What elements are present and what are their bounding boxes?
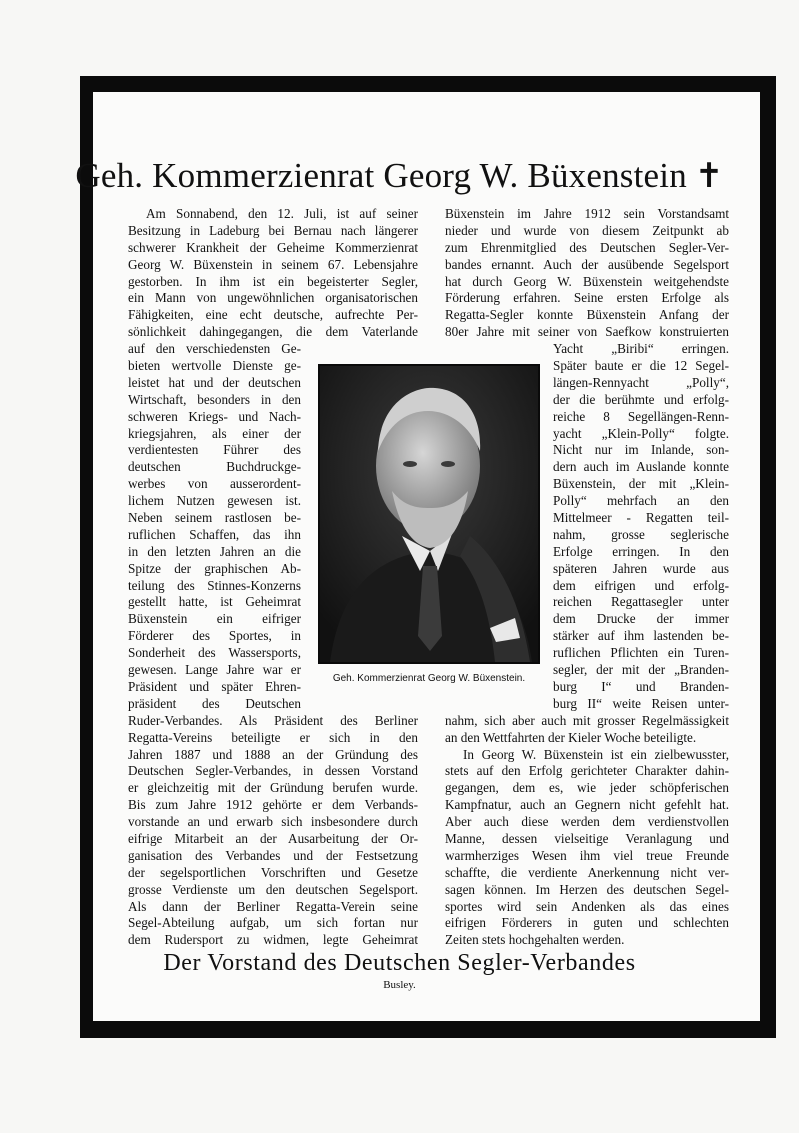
text-line: nieder und wurde von diesem Zeitpunkt ab — [445, 222, 729, 238]
text-line: Als dann der Berliner Regatta-Verein seine — [128, 898, 418, 914]
text-line: Fähigkeiten, eine echt deutsche, aufrechte Per- — [128, 307, 418, 323]
text-line: gegangen, dem es, wie jeder schöpferischen — [445, 780, 729, 796]
text-line: kriegsjahren, als einer der — [128, 425, 301, 441]
text-line: schaffte, die verdiente Anerkennung nicht ver- — [445, 864, 729, 880]
text-line: reichen Regattasegler unter — [553, 594, 729, 610]
text-line: ein Mann von ungewöhnlichen organisatorischen — [128, 290, 418, 306]
text-line: teilung des Stinnes-Konzerns — [128, 577, 301, 593]
text-line: sagen können. Im Herzen des deutschen Segel- — [445, 881, 729, 897]
text-line: Nicht nur im Inlande, son- — [553, 442, 729, 458]
text-line: sportes wird sein Andenken als das eines — [445, 898, 729, 914]
text-line: Am Sonnabend, den 12. Juli, ist auf seiner — [146, 206, 418, 221]
text-line: auf den verschiedensten Ge- — [128, 341, 301, 357]
text-line: sönlichkeit dahingegangen, die dem Vaterlande — [128, 324, 418, 340]
text-line: segler, der mit der „Branden- — [553, 662, 729, 678]
title-text: Geh. Kommerzienrat Georg W. Büxenstein — [75, 156, 687, 195]
text-line: in den letzten Jahren an die — [128, 543, 301, 559]
text-line: dem eifrigen und erfolg- — [553, 577, 729, 593]
text-line: Sonderheit des Wassersports, — [128, 645, 301, 661]
text-line: Georg W. Büxenstein in seinem 67. Lebensjahre — [128, 256, 418, 272]
portrait-photo — [318, 364, 540, 664]
text-line: Manne, dessen vielseitige Veranlagung und — [445, 830, 729, 846]
text-line: stets auf den Erfolg gerichteter Charakter dahin- — [445, 763, 729, 779]
text-line: vorstande an und erwarb sich insbesondere durch — [128, 814, 418, 830]
text-line: Deutschen Segler-Verbandes, in dessen Vorstand — [128, 763, 418, 779]
text-line: dem Rudersport zu widmen, legte Geheimrat — [128, 932, 418, 948]
text-line: Ruder-Verbandes. Als Präsident des Berliner — [128, 712, 418, 728]
text-line: Förderung erfahren. Seine ersten Erfolge als — [445, 290, 729, 306]
text-line: Polly“ mehrfach an den — [553, 493, 729, 509]
text-line: Mittelmeer - Regatten teil- — [553, 510, 729, 526]
text-line: Besitzung in Ladeburg bei Bernau nach längerer — [128, 222, 418, 238]
text-line: der die berühmte und erfolg- — [553, 391, 729, 407]
text-line: Aber auch diese werden dem verdienstvollen — [445, 814, 729, 830]
text-line: eifrige Mitarbeit an der Ausarbeitung der Or- — [128, 830, 418, 846]
text-line: eifrigen Förderers in guten und schlechten — [445, 915, 729, 931]
text-line: ganisation des Verbandes und der Festsetzung — [128, 847, 418, 863]
text-line: Yacht „Biribi“ erringen. — [553, 341, 729, 357]
text-line: dem Drucke der immer — [553, 611, 729, 627]
text-line: deutschen Buchdruckge- — [128, 459, 301, 475]
text-line: In Georg W. Büxenstein ist ein zielbewusster, — [463, 746, 729, 762]
text-line: Neben seinem rastlosen be- — [128, 510, 301, 526]
text-line: gestellt hatte, ist Geheimrat — [128, 594, 301, 610]
text-line: Förderer des Sportes, in — [128, 628, 301, 644]
text-line: dern auch im Auslande konnte — [553, 459, 729, 475]
text-line: Präsident und später Ehren- — [128, 678, 301, 694]
text-line: nahm, grosse seglerische — [553, 526, 729, 542]
text-line: grosse Verdienste um den deutschen Segelsport. — [128, 881, 418, 897]
text-line: Zeiten stets hochgehalten werden. — [445, 932, 625, 948]
text-line: Büxenstein, der mit „Klein- — [553, 476, 729, 492]
text-line: hat durch Georg W. Büxenstein weitgehendste — [445, 273, 729, 289]
text-line: ruflichen Schaffen, das ihn — [128, 526, 301, 542]
text-line: warmherziges Wesen ihm viel treue Freunde — [445, 847, 729, 863]
text-line: Büxenstein im Jahre 1912 sein Vorstandsamt — [445, 206, 729, 221]
text-line: präsident des Deutschen — [128, 695, 301, 711]
photo-caption: Geh. Kommerzienrat Georg W. Büxenstein. — [332, 673, 526, 684]
text-line: zum Ehrenmitglied des Deutschen Segler-Ver- — [445, 239, 729, 255]
text-line: längen-Rennyacht „Polly“, — [553, 374, 729, 390]
text-line: Erfolge erringen. In den — [553, 543, 729, 559]
text-line: er gleichzeitig mit der Gründung berufen wurde. — [128, 780, 418, 796]
page-title — [0, 156, 799, 196]
portrait-image — [320, 366, 538, 662]
text-line: Jahren 1887 und 1888 an der Gründung des — [128, 746, 418, 762]
text-line: gestorben. In ihm ist ein begeisterter Segler, — [128, 273, 418, 289]
text-line: Später baute er die 12 Segel- — [553, 358, 729, 374]
text-line: Wirtschaft, besonders in den — [128, 391, 301, 407]
text-line: burg I“ und Branden- — [553, 678, 729, 694]
text-line: Bis zum Jahre 1912 gehörte er dem Verbands- — [128, 797, 418, 813]
text-line: lichem Nutzen gewesen ist. — [128, 493, 301, 509]
text-line: reiche 8 Segellängen-Renn- — [553, 408, 729, 424]
text-line: verdientesten Führer des — [128, 442, 301, 458]
text-line: schwerer Krankheit der Geheime Kommerzienrat — [128, 239, 418, 255]
text-line: Spitze der graphischen Ab- — [128, 560, 301, 576]
text-line: der segelsportlichen Vorschriften und Gesetze — [128, 864, 418, 880]
text-line: gewesen. Lange Jahre war er — [128, 662, 301, 678]
signature-name: Busley. — [383, 979, 416, 991]
text-line: Kampfnatur, auch an Gegnern nicht gefehlt hat. — [445, 797, 729, 813]
text-line: Regatta-Vereins beteiligte er sich in den — [128, 729, 418, 745]
cross-icon: ✝ — [694, 156, 724, 196]
text-line: Segel-Abteilung aufgab, um sich fortan nur — [128, 915, 418, 931]
text-line: yacht „Klein-Polly“ folgte. — [553, 425, 729, 441]
text-line: an den Wettfahrten der Kieler Woche beteiligte. — [445, 729, 697, 745]
text-line: 80er Jahre mit seiner von Saefkow konstruierten — [445, 324, 729, 340]
text-line: burg II“ weite Reisen unter- — [553, 695, 729, 711]
text-line: Büxenstein ein eifriger — [128, 611, 301, 627]
text-line: bieten wertvolle Dienste ge- — [128, 358, 301, 374]
text-line: schweren Kriegs- und Nach- — [128, 408, 301, 424]
text-line: nahm, sich aber auch mit grosser Regelmässigkeit — [445, 712, 729, 728]
text-line: ruflichen Pflichten ein Turen- — [553, 645, 729, 661]
text-line: bandes ernannt. Auch der ausübende Segelsport — [445, 256, 729, 272]
text-line: werbes von ausserordent- — [128, 476, 301, 492]
footer-signatory: Der Vorstand des Deutschen Segler-Verbandes — [163, 950, 636, 976]
text-line: Regatta-Segler konnte Büxenstein Anfang der — [445, 307, 729, 323]
text-line: stärker auf ihm lastenden be- — [553, 628, 729, 644]
text-line: leistet hat und der deutschen — [128, 374, 301, 390]
text-line: späteren Jahren wurde aus — [553, 560, 729, 576]
